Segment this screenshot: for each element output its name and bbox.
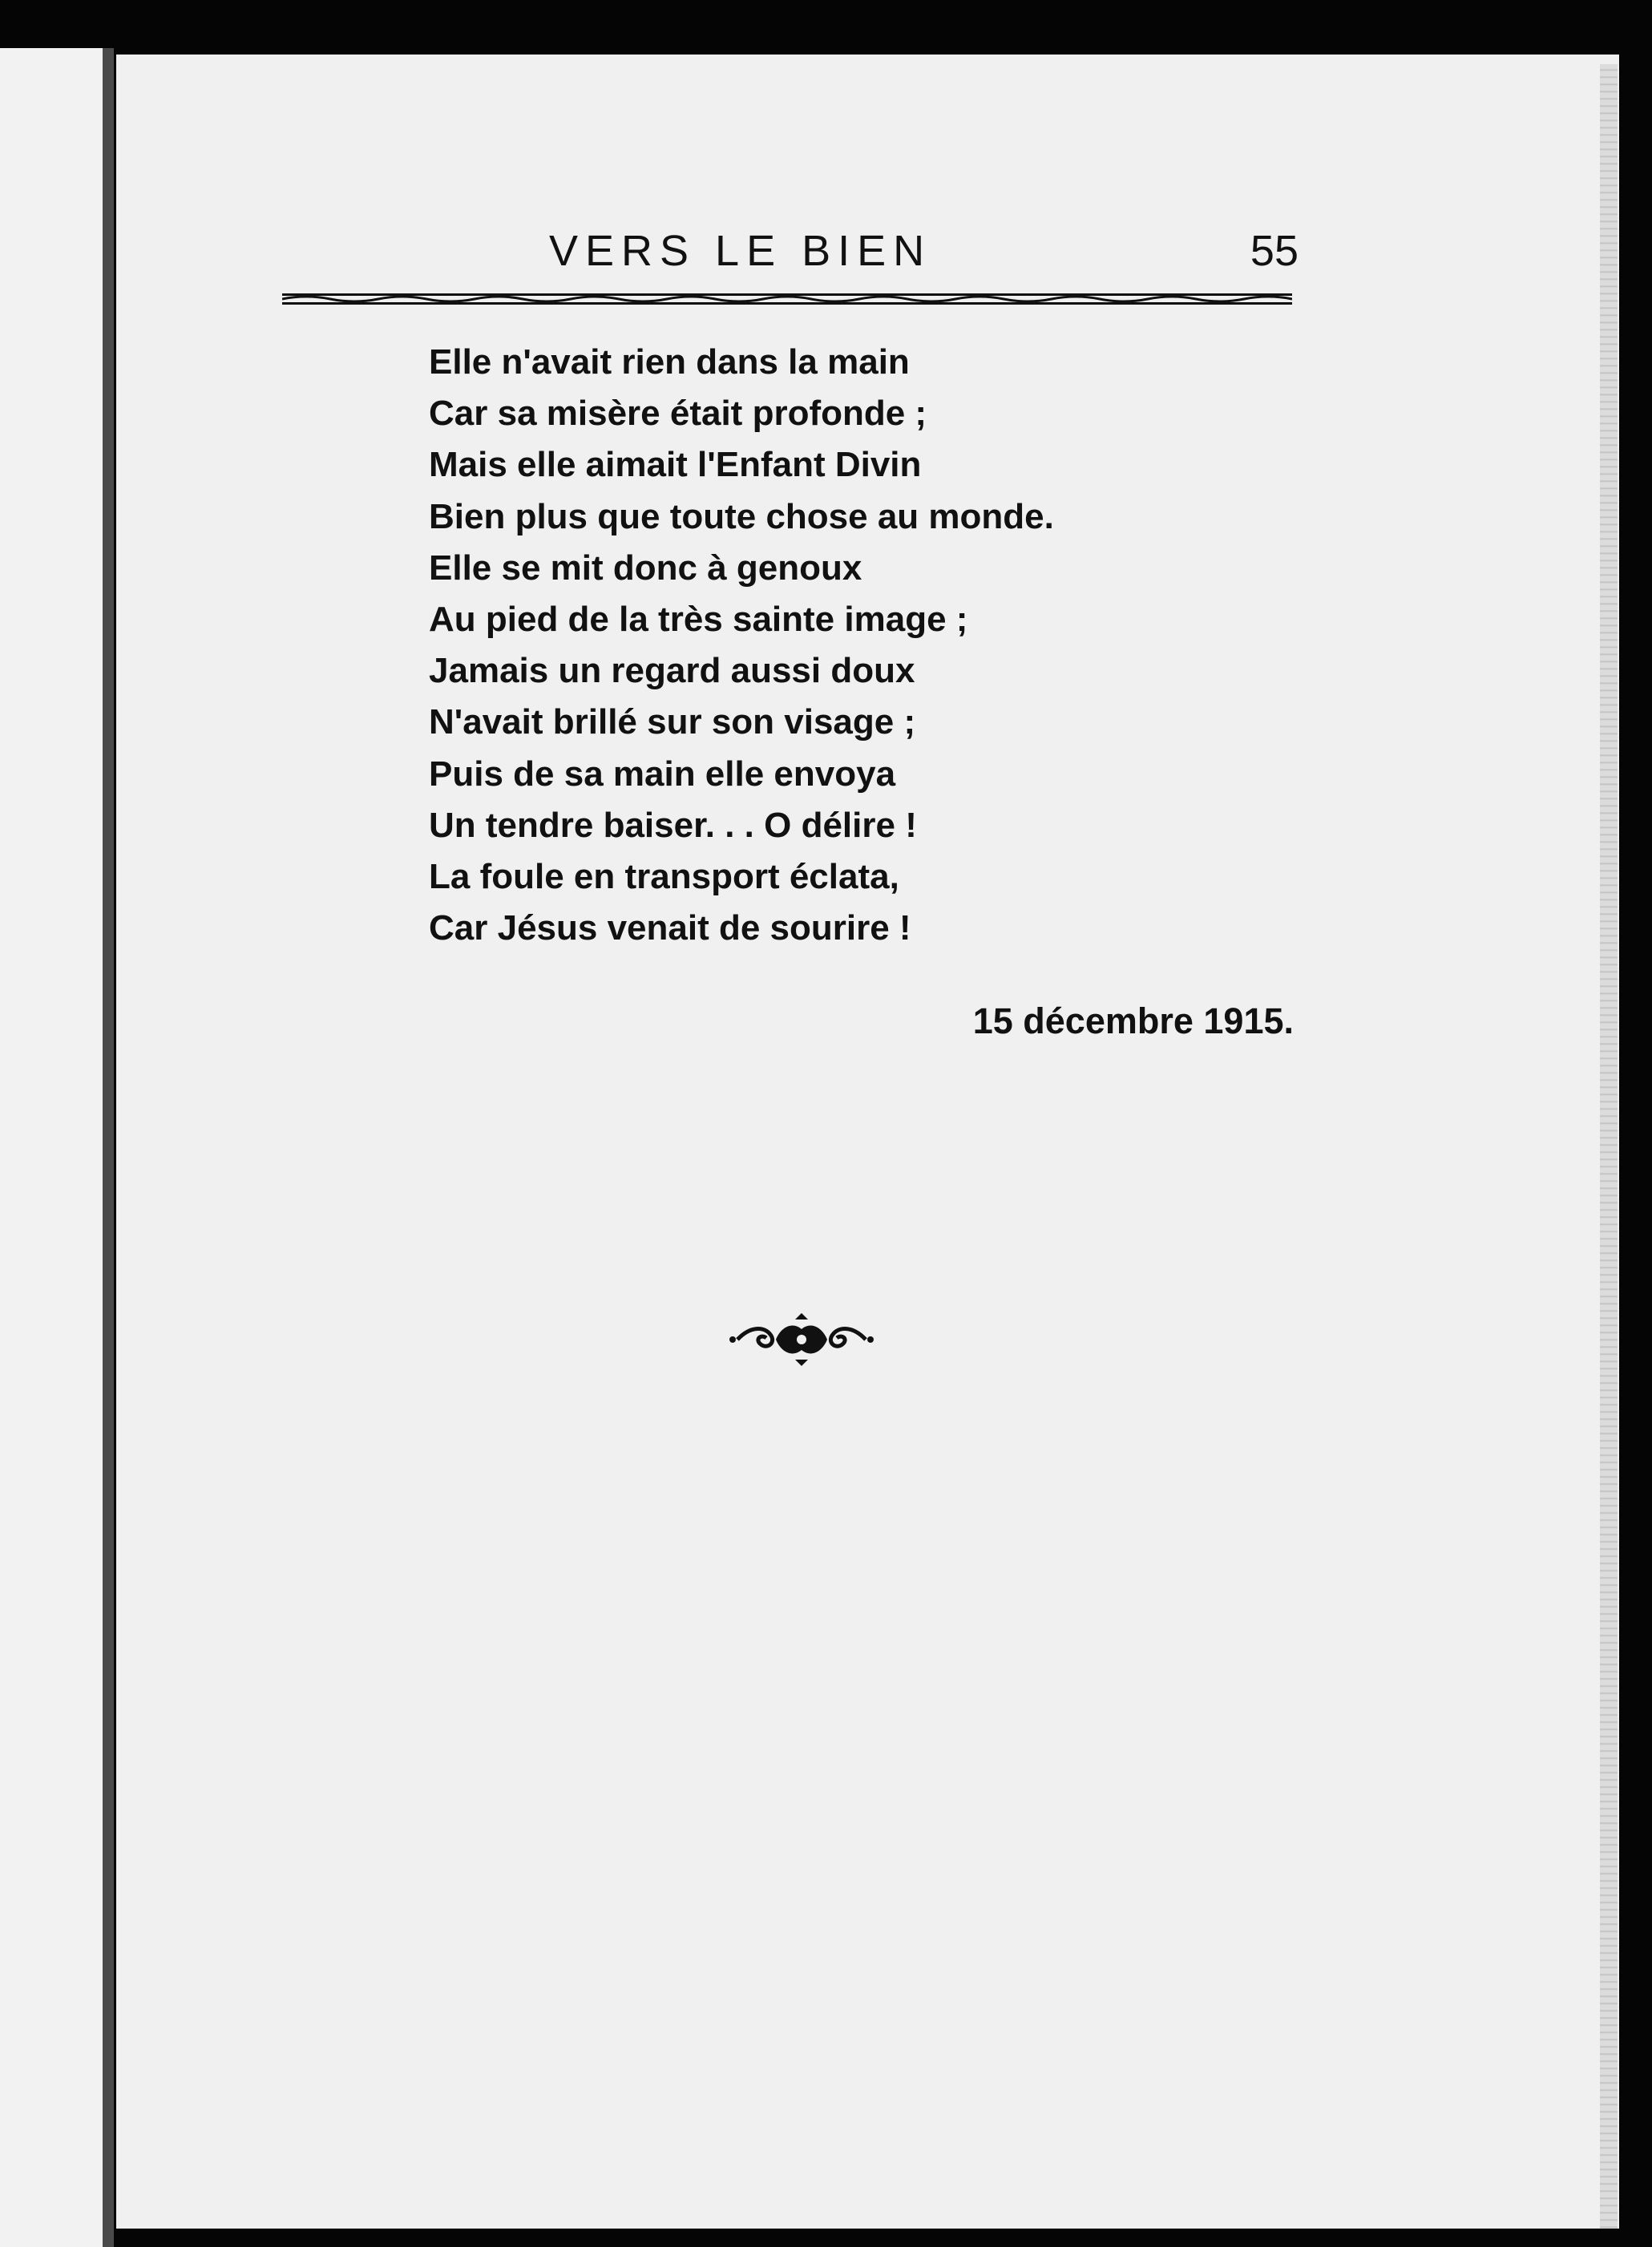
poem-line: Au pied de la très sainte image ; (429, 600, 968, 640)
poem-line: Puis de sa main elle envoya (429, 754, 896, 794)
poem-line: La foule en transport éclata, (429, 857, 899, 897)
running-title: VERS LE BIEN (549, 227, 932, 275)
poem-date: 15 décembre 1915. (972, 1000, 1294, 1041)
page-number: 55 (1250, 227, 1299, 275)
poem-line: Bien plus que toute chose au monde. (429, 496, 1054, 536)
poem-line: Jamais un regard aussi doux (429, 651, 915, 691)
poem-line: Un tendre baiser. . . O délire ! (429, 805, 917, 845)
page-stack-edge (1600, 64, 1618, 2229)
header-rule (282, 292, 1292, 306)
poem-line: Mais elle aimait l'Enfant Divin (429, 445, 922, 485)
poem-body (429, 337, 1150, 954)
poem-line: Car sa misère était profonde ; (429, 394, 927, 434)
left-page-edge (0, 48, 103, 2247)
poem-line: N'avait brillé sur son visage ; (429, 702, 916, 742)
poem-line: Elle se mit donc à genoux (429, 548, 862, 588)
poem-line: Elle n'avait rien dans la main (429, 342, 910, 382)
page-header (281, 226, 1299, 282)
fleuron-ornament-icon (728, 1311, 875, 1368)
poem-line: Car Jésus venait de sourire ! (429, 908, 911, 948)
book-spine (103, 48, 114, 2247)
